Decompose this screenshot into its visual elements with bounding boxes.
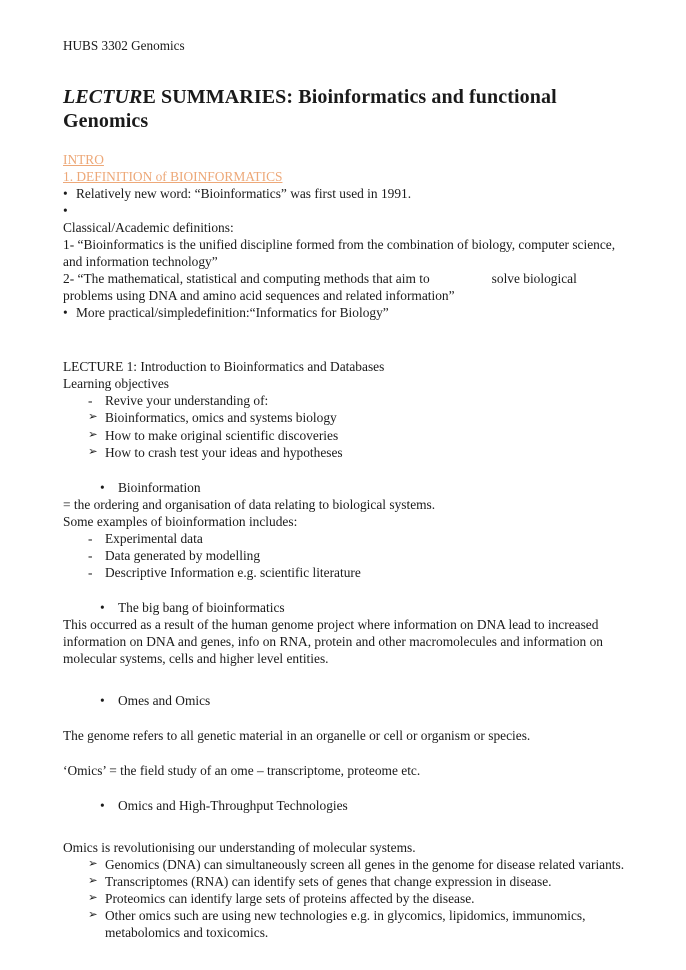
big-bang-heading bbox=[63, 599, 625, 616]
bullet-dot-icon: • bbox=[63, 203, 68, 219]
list-item bbox=[63, 856, 625, 873]
spacer bbox=[63, 133, 625, 151]
list-item bbox=[63, 873, 625, 890]
arrow-bullet-icon: ➢ bbox=[88, 443, 98, 458]
spacer bbox=[63, 779, 625, 797]
list-item-label: Revive your understanding of: bbox=[105, 393, 269, 409]
bioinformation-examples-label: Some examples of bioinformation includes: bbox=[63, 513, 298, 529]
list-item-label: More practical/simpledefinition:“Informatics for Biology” bbox=[76, 305, 389, 321]
definition-heading-link[interactable]: 1. DEFINITION of BIOINFORMATICS bbox=[63, 169, 283, 185]
classical-definitions-label: Classical/Academic definitions: bbox=[63, 220, 234, 236]
list-item-label bbox=[76, 202, 625, 219]
lecture-1-title: LECTURE 1: Introduction to Bioinformatics and Databases bbox=[63, 359, 385, 375]
list-item-label: Experimental data bbox=[105, 530, 203, 546]
dash-bullet-icon: - bbox=[88, 547, 93, 563]
omes-and-omics-heading-label: Omes and Omics bbox=[118, 692, 211, 708]
list-item-label: Bioinformatics, omics and systems biology bbox=[105, 410, 337, 426]
list-item bbox=[63, 304, 625, 321]
definition-two-after-tab: solve biological problems using DNA and amino acid sequences and related information” bbox=[63, 271, 577, 304]
bullet-dot-icon: • bbox=[100, 479, 105, 495]
bioinformation-heading bbox=[63, 479, 625, 496]
list-item-label: Relatively new word: “Bioinformatics” was first used in 1991. bbox=[76, 186, 412, 202]
omes-and-omics-heading bbox=[63, 692, 625, 709]
page-title-rest: E SUMMARIES: Bioinformatics and functional Genomics bbox=[63, 85, 557, 132]
list-item bbox=[63, 564, 625, 581]
list-item-label: Data generated by modelling bbox=[105, 547, 261, 563]
bullet-dot-icon: • bbox=[63, 186, 68, 202]
genome-paragraph: The genome refers to all genetic material in an organelle or cell or organism or species. bbox=[63, 727, 531, 743]
list-item bbox=[63, 427, 625, 444]
bioinformation-heading-label: Bioinformation bbox=[118, 479, 201, 495]
spacer bbox=[63, 351, 625, 358]
list-item bbox=[63, 530, 625, 547]
list-item bbox=[63, 444, 625, 461]
learning-objectives-list bbox=[63, 392, 625, 460]
spacer bbox=[63, 55, 625, 85]
list-item bbox=[63, 907, 625, 941]
bullet-dot-icon: • bbox=[100, 692, 105, 708]
high-throughput-heading-label: Omics and High-Throughput Technologies bbox=[118, 797, 348, 813]
arrow-bullet-icon: ➢ bbox=[88, 889, 98, 904]
arrow-bullet-icon: ➢ bbox=[88, 906, 98, 921]
learning-objectives-label: Learning objectives bbox=[63, 376, 169, 392]
omics-intro-paragraph: Omics is revolutionising our understanding of molecular systems. bbox=[63, 839, 416, 855]
list-item bbox=[63, 890, 625, 907]
list-item-label: Other omics such are using new technologies e.g. in glycomics, lipidomics, immunomics, metabolomics and toxicomics. bbox=[105, 907, 586, 940]
list-item-label: Proteomics can identify large sets of proteins affected by the disease. bbox=[105, 890, 475, 906]
spacer bbox=[63, 667, 625, 685]
arrow-bullet-icon: ➢ bbox=[88, 855, 98, 870]
bioinformation-examples-list bbox=[63, 530, 625, 581]
big-bang-body: This occurred as a result of the human genome project where information on DNA lead to increased information on DNA and genes, info on RNA, protein and other macromolecules and information on molecular systems, cells and higher level entities. bbox=[63, 616, 603, 666]
bullet-dot-icon: • bbox=[100, 599, 105, 615]
spacer bbox=[63, 581, 625, 599]
definition-one: 1- “Bioinformatics is the unified discipline formed from the combination of biology, computer science, and information technology” bbox=[63, 237, 616, 270]
page-title-italic-part: LECTUR bbox=[63, 85, 143, 108]
course-header: HUBS 3302 Genomics bbox=[63, 38, 185, 53]
spacer bbox=[63, 814, 625, 832]
list-item-empty bbox=[63, 202, 625, 219]
list-item bbox=[63, 392, 625, 409]
high-throughput-heading bbox=[63, 797, 625, 814]
bullet-dot-icon: • bbox=[63, 305, 68, 321]
list-item-label: Transcriptomes (RNA) can identify sets of genes that change expression in disease. bbox=[105, 873, 552, 889]
high-throughput-list bbox=[63, 856, 625, 941]
spacer bbox=[63, 685, 625, 692]
list-item-label: Descriptive Information e.g. scientific literature bbox=[105, 564, 361, 580]
bioinformation-definition: = the ordering and organisation of data relating to biological systems. bbox=[63, 496, 436, 512]
list-item bbox=[63, 547, 625, 564]
list-item bbox=[63, 409, 625, 426]
spacer bbox=[63, 709, 625, 727]
dash-bullet-icon: - bbox=[88, 393, 93, 409]
spacer bbox=[63, 461, 625, 479]
bullet-dot-icon: • bbox=[100, 797, 105, 813]
big-bang-heading-label: The big bang of bioinformatics bbox=[118, 599, 285, 615]
list-item bbox=[63, 185, 625, 202]
dash-bullet-icon: - bbox=[88, 564, 93, 580]
arrow-bullet-icon: ➢ bbox=[88, 872, 98, 887]
definition-two bbox=[63, 270, 625, 304]
arrow-bullet-icon: ➢ bbox=[88, 426, 98, 441]
spacer bbox=[63, 744, 625, 762]
omics-definition-paragraph: ‘Omics’ = the field study of an ome – transcriptome, proteome etc. bbox=[63, 762, 421, 778]
page-title bbox=[63, 85, 625, 134]
intro-heading-link[interactable]: INTRO bbox=[63, 152, 104, 168]
list-item-label: How to crash test your ideas and hypotheses bbox=[105, 444, 343, 460]
spacer bbox=[63, 321, 625, 351]
spacer bbox=[63, 832, 625, 839]
dash-bullet-icon: - bbox=[88, 530, 93, 546]
arrow-bullet-icon: ➢ bbox=[88, 409, 98, 424]
definition-two-before-tab: 2- “The mathematical, statistical and computing methods that aim to bbox=[63, 271, 430, 287]
list-item-label: Genomics (DNA) can simultaneously screen all genes in the genome for disease related variants. bbox=[105, 856, 625, 872]
list-item-label: How to make original scientific discoveries bbox=[105, 427, 339, 443]
